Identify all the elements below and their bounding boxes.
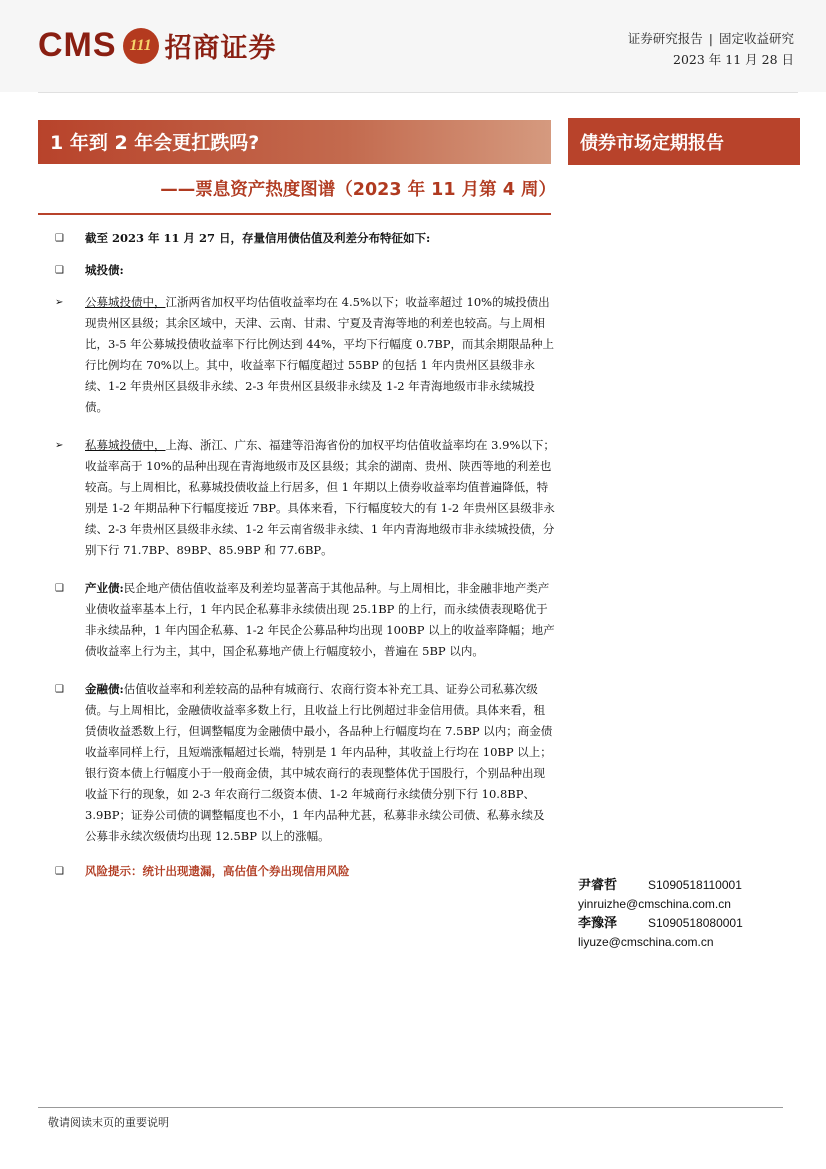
risk-warning: 风险提示：统计出现遗漏，高估值个券出现信用风险 — [85, 864, 350, 878]
logo-chinese-name: 招商证券 — [164, 33, 277, 64]
finance-bond-label: 金融债: — [85, 682, 124, 696]
intro-item — [55, 228, 555, 249]
chengtou-heading: 城投债: — [85, 263, 124, 277]
analyst-row — [578, 914, 743, 933]
square-bullet-icon: ❑ — [55, 684, 64, 695]
company-logo — [38, 26, 277, 65]
header-separator: | — [708, 31, 713, 46]
page-subtitle: ——票息资产热度图谱（2023 年 11 月第 4 周） — [160, 180, 556, 200]
industry-bond-label: 产业债: — [85, 581, 124, 595]
public-chengtou-label: 公募城投债中， — [85, 295, 166, 309]
finance-bond-item — [55, 679, 555, 847]
private-chengtou-text: 上海、浙江、广东、福建等沿海省份的加权平均估值收益率均在 3.9%以下；收益率高于 10%的品种出现在青海地级市及区县级；其余的湖南、贵州、陕西等地的利差也较高。与上周相比，私募城投债收益上行居多，但 1 年期以上债券收益率均值普遍降低，特别是 1-2 年期品种下行幅度接近 7BP。具体来看，下行幅度较大的有 1-2 年贵州区县级非永续、2-3 年贵州区县级非永续、1-2 年云南省级非永续、1 年内青海地级市非永续城投债，分别下行 71.7BP、89BP、85.9BP 和 77.6BP。 — [85, 438, 555, 557]
public-chengtou-item — [55, 292, 555, 418]
intro-text: 截至 2023 年 11 月 27 日，存量信用债估值及利差分布特征如下: — [85, 231, 431, 245]
report-date: 2023 年 11 月 28 日 — [673, 52, 794, 67]
report-body — [55, 228, 555, 882]
side-banner — [568, 118, 800, 165]
risk-item — [55, 861, 555, 882]
logo-cms-text: CMS — [38, 26, 117, 64]
arrow-bullet-icon: ➢ — [55, 440, 64, 451]
public-chengtou-text: 江浙两省加权平均估值收益率均在 4.5%以下；收益率超过 10%的城投债出现贵州区县级；其余区域中，天津、云南、甘肃、宁夏及青海等地的利差也较高。与上周相比，3-5 年公募城投债收益率下行比例达到 44%，平均下行幅度 0.7BP，而其余期限品种上行比例均在 70%以上。其中，收益率下行幅度超过 55BP 的包括 1 年内贵州区县级非永续、1-2 年贵州区县级非永续、2-3 年贵州区县级非永续及 1-2 年青海地级市非永续城投债。 — [85, 295, 555, 414]
analyst-id: S1090518080001 — [648, 916, 743, 930]
analyst-name: 李豫泽 — [578, 916, 618, 931]
square-bullet-icon: ❑ — [55, 866, 64, 877]
report-type: 证券研究报告 — [627, 31, 703, 46]
chengtou-heading-item — [55, 260, 555, 281]
analyst-block — [578, 876, 743, 952]
side-title: 债券市场定期报告 — [580, 133, 724, 154]
square-bullet-icon: ❑ — [55, 583, 64, 594]
header-meta — [628, 28, 794, 70]
finance-bond-text: 估值收益率和利差较高的品种有城商行、农商行资本补充工具、证券公司私募次级债。与上周相比，金融债收益率多数上行，且收益上行比例超过非金信用债。具体来看，租赁债收益悉数上行，但调整幅度为金融债中最小，各品种上行幅度均在 7.5BP 以内；商金债收益率同样上行，且短端涨幅超过长端，特别是 1 年内品种，其收益上行均在 10BP 以上；银行资本债上行幅度小于一般商金债，其中城农商行的表现整体优于国股行，个别品种出现收益下行的现象，如 2-3 年农商行二级资本债、1-2 年城商行永续债分别下行 10.8BP、3.9BP；证券公司债的调整幅度也不小，1 年内品种尤甚，私募非永续公司债、私募永续及公募非永续次级债均出现 12.5BP 以上的涨幅。 — [85, 682, 553, 843]
analyst-email[interactable]: yinruizhe@cmschina.com.cn — [578, 897, 731, 911]
square-bullet-icon: ❑ — [55, 233, 64, 244]
industry-bond-text: 民企地产债估值收益率及利差均显著高于其他品种。与上周相比，非金融非地产类产业债收益率基本上行，1 年内民企私募非永续债出现 25.1BP 的上行，而永续债表现略优于非永续品种，1 年内国企私募、1-2 年民企公募品种均出现 100BP 以上的收益率降幅；地产债收益率上行为主，其中，国企私募地产债上行幅度较小，普遍在 5BP 以内。 — [85, 581, 555, 658]
analyst-email[interactable]: liyuze@cmschina.com.cn — [578, 935, 714, 949]
analyst-id: S1090518110001 — [648, 878, 742, 892]
analyst-row — [578, 876, 743, 895]
page-title: 1 年到 2 年会更扛跌吗? — [50, 132, 260, 154]
subtitle-rule — [38, 213, 551, 215]
private-chengtou-item — [55, 435, 555, 561]
header-divider — [38, 92, 798, 93]
arrow-bullet-icon: ➢ — [55, 297, 64, 308]
report-category: 固定收益研究 — [718, 31, 794, 46]
footer-divider — [38, 1107, 783, 1108]
industry-bond-item — [55, 578, 555, 662]
logo-badge-icon: 111 — [123, 28, 159, 64]
title-banner — [38, 120, 551, 164]
footer-disclaimer: 敬请阅读末页的重要说明 — [48, 1116, 169, 1129]
analyst-name: 尹睿哲 — [578, 878, 618, 893]
private-chengtou-label: 私募城投债中， — [85, 438, 166, 452]
square-bullet-icon: ❑ — [55, 265, 64, 276]
